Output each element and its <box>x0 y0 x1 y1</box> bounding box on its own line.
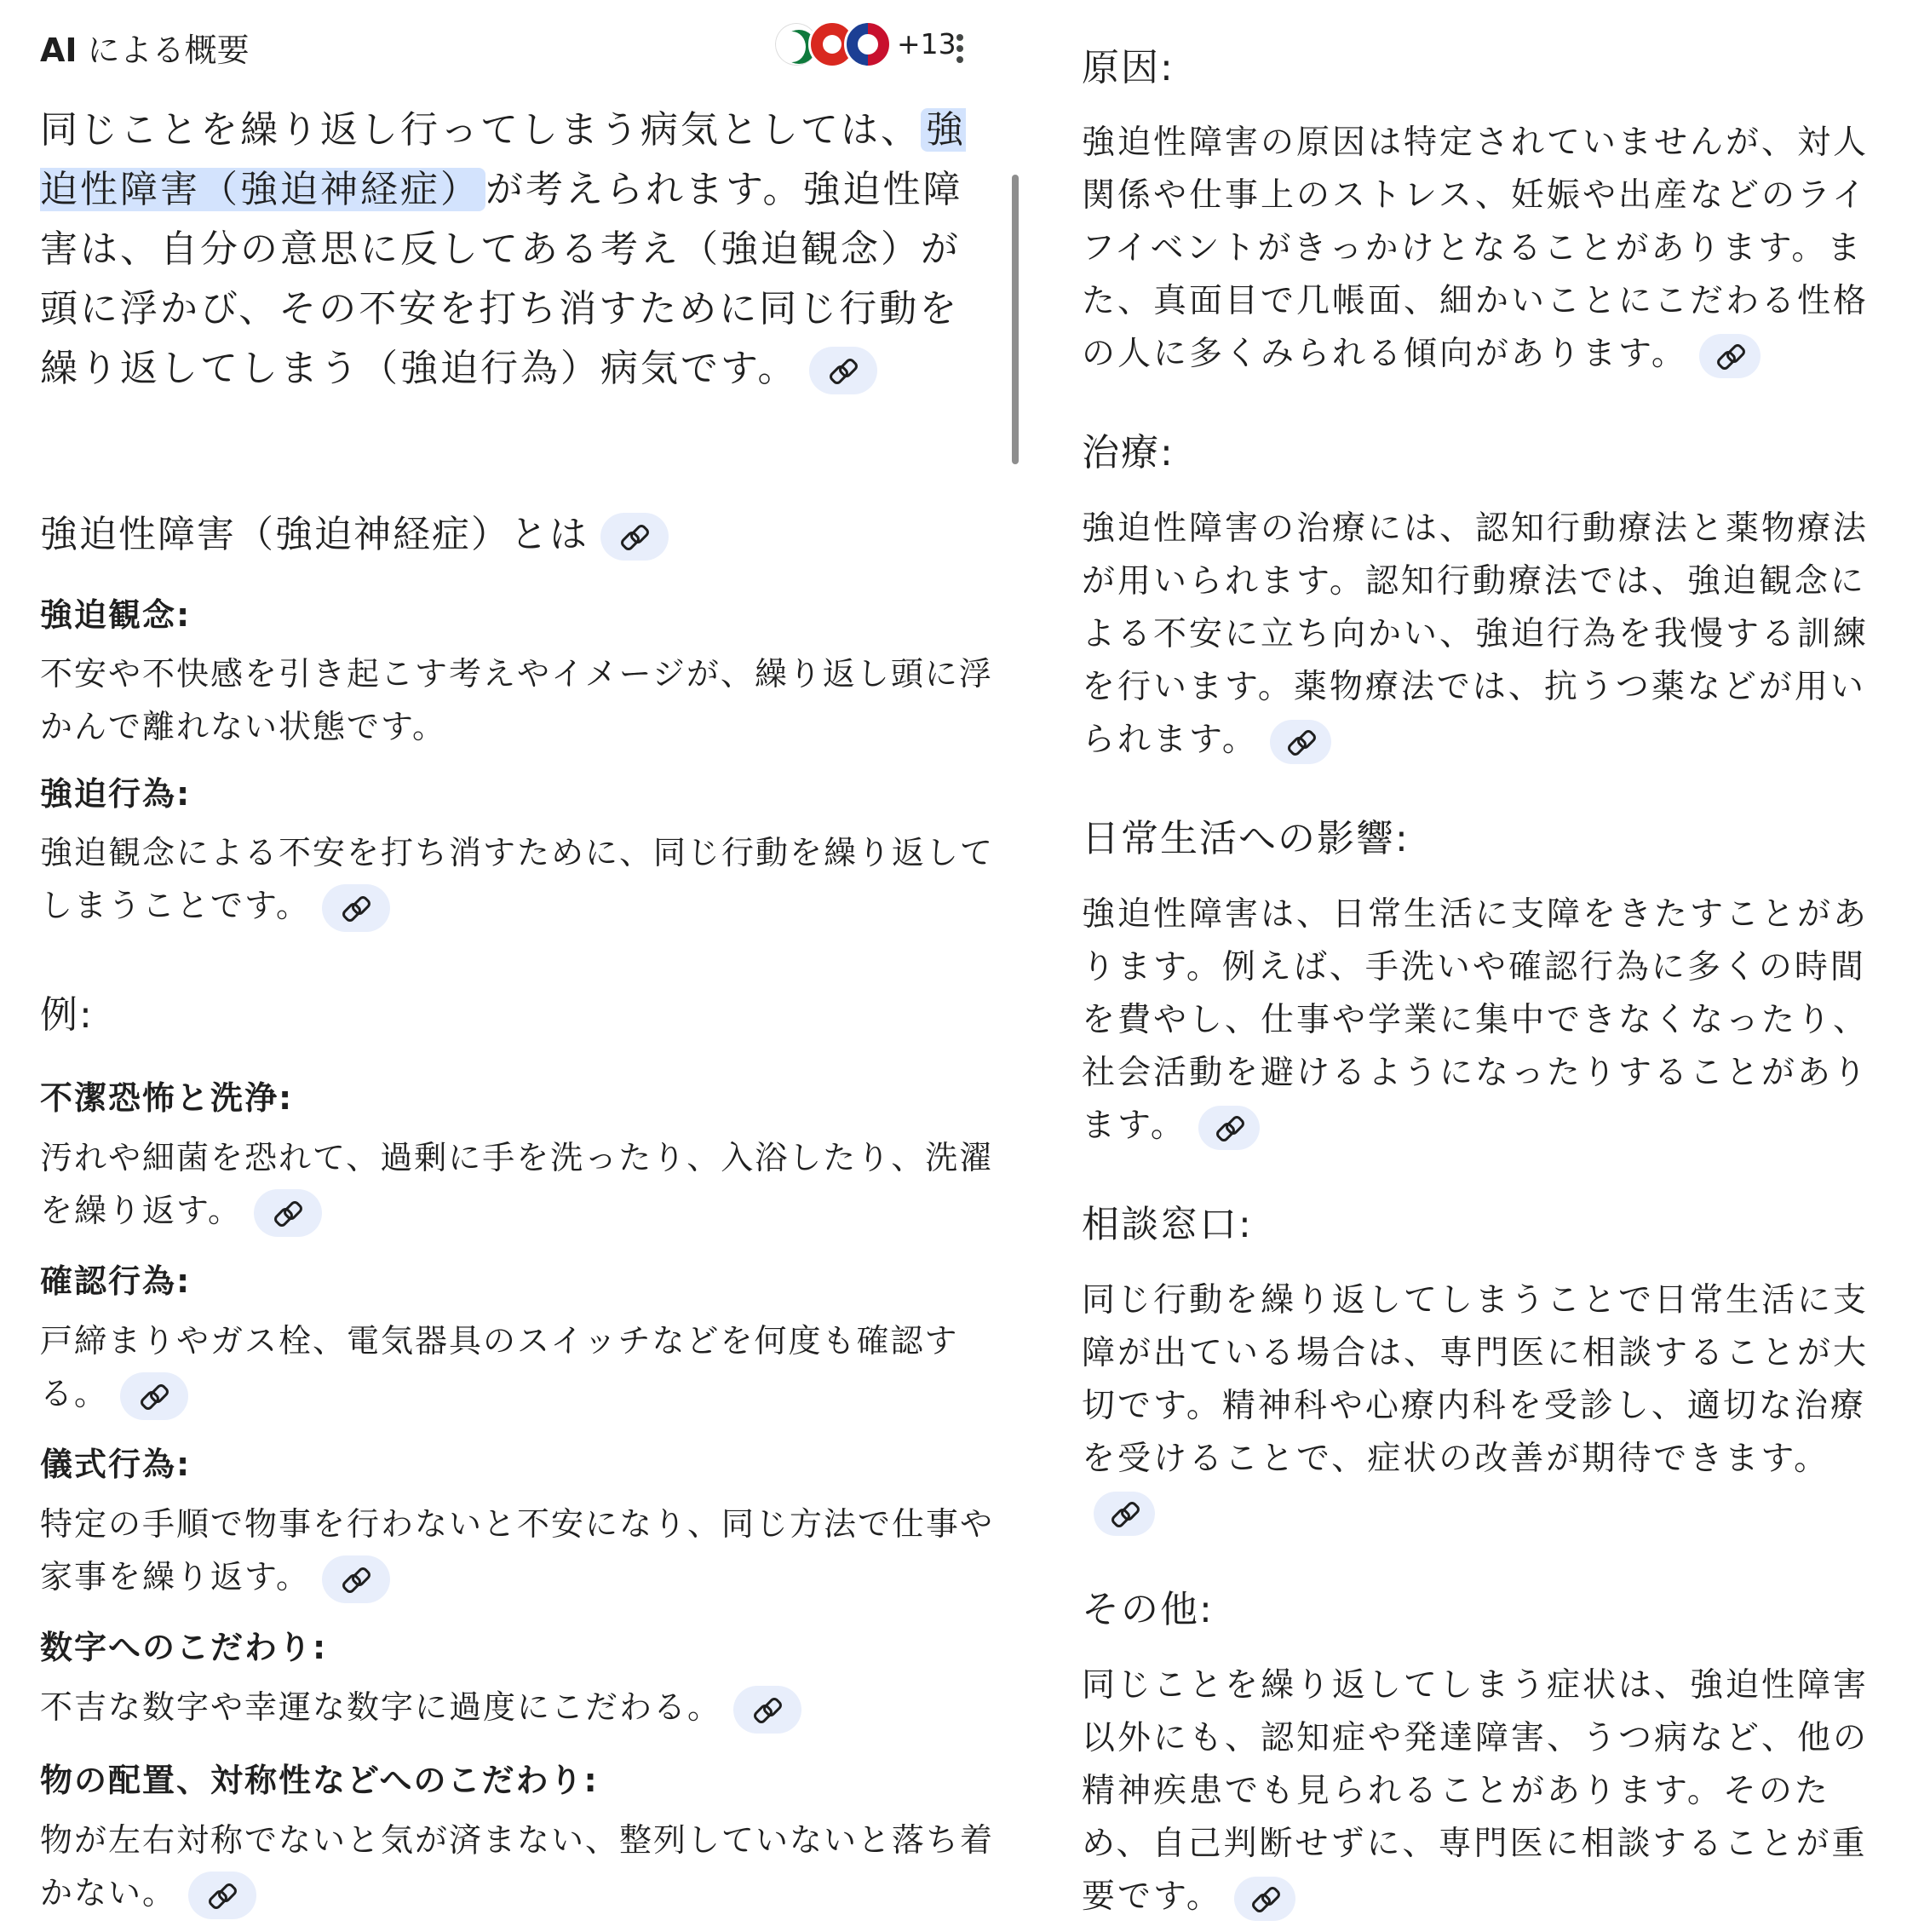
highlighted-term: 強迫性障害（強迫神経症） <box>40 108 966 211</box>
section-title-examples: 例: <box>40 993 94 1037</box>
item-title: 強迫行為: <box>40 775 192 813</box>
section-title-consultation: 相談窓口: <box>1082 1203 1253 1246</box>
item-title: 物の配置、対称性などへのこだわり: <box>40 1762 599 1799</box>
item-text: 不吉な数字や幸運な数字に過度にこだわる。 <box>40 1681 1002 1734</box>
section-text-other: 同じことを繰り返してしまう症状は、強迫性障害以外にも、認知症や発達障害、うつ病など、他の精神疾患でも見られることがあります。そのため、自己判断せずに、専門医に相談することが重要です。 <box>1082 1659 1899 1923</box>
link-icon[interactable] <box>120 1372 188 1420</box>
link-icon[interactable] <box>322 884 390 932</box>
source-favicons[interactable] <box>732 19 956 70</box>
item-title: 儀式行為: <box>40 1446 192 1483</box>
section-title-treatment: 治療: <box>1082 431 1175 474</box>
more-options-icon[interactable] <box>943 24 977 66</box>
link-icon[interactable] <box>1270 720 1331 764</box>
link-icon[interactable] <box>1699 334 1761 378</box>
sources-more-count: +13 <box>897 27 956 60</box>
source-favicon-icon <box>844 20 892 68</box>
item-title: 確認行為: <box>40 1262 192 1300</box>
scrollbar[interactable] <box>1012 175 1019 464</box>
item-text: 物が左右対称でないと気が済まない、整列していないと落ち着かない。 <box>40 1814 1002 1919</box>
link-icon[interactable] <box>809 347 877 394</box>
item-title: 数字へのこだわり: <box>40 1629 328 1666</box>
item-text: 汚れや細菌を恐れて、過剰に手を洗ったり、入浴したり、洗濯を繰り返す。 <box>40 1131 1002 1237</box>
link-icon[interactable] <box>322 1555 390 1603</box>
item-title: 強迫観念: <box>40 596 192 634</box>
link-icon[interactable] <box>733 1686 801 1734</box>
section-text-consultation: 同じ行動を繰り返してしまうことで日常生活に支障が出ている場合は、専門医に相談することが大切です。精神科や心療内科を受診し、適切な治療を受けることで、症状の改善が期待できます。 <box>1082 1274 1899 1538</box>
item-text: 不安や不快感を引き起こす考えやイメージが、繰り返し頭に浮かんで離れない状態です。 <box>40 655 993 745</box>
section-text-treatment: 強迫性障害の治療には、認知行動療法と薬物療法が用いられます。認知行動療法では、強迫観念による不安に立ち向かい、強迫行為を我慢する訓練を行います。薬物療法では、抗うつ薬などが用いられます。 <box>1082 503 1899 767</box>
link-icon[interactable] <box>1234 1877 1295 1921</box>
ai-overview-header <box>40 19 1002 70</box>
section-text-daily-life: 強迫性障害は、日常生活に支障をきたすことがあります。例えば、手洗いや確認行為に多くの時間を費やし、仕事や学業に集中できなくなったり、社会活動を避けるようになったりすることがあります。 <box>1082 888 1899 1153</box>
section-title-daily-life: 日常生活への影響: <box>1082 817 1410 860</box>
item-title: 不潔恐怖と洗浄: <box>40 1079 294 1117</box>
section-title-cause: 原因: <box>1082 46 1175 89</box>
link-icon[interactable] <box>188 1872 256 1919</box>
item-text: 戸締まりやガス栓、電気器具のスイッチなどを何度も確認する。 <box>40 1314 1002 1420</box>
section-title-what-is: 強迫性障害（強迫神経症）とは <box>40 509 669 561</box>
ai-overview-title: AI による概要 <box>40 32 250 69</box>
section-title-other: その他: <box>1082 1588 1214 1631</box>
link-icon[interactable] <box>600 513 669 561</box>
link-icon[interactable] <box>254 1189 322 1237</box>
link-icon[interactable] <box>1198 1106 1260 1150</box>
section-text-cause: 強迫性障害の原因は特定されていませんが、対人関係や仕事上のストレス、妊娠や出産などのライフイベントがきっかけとなることがあります。また、真面目で几帳面、細かいことにこだわる性格の人に多くみられる傾向があります。 <box>1082 117 1899 381</box>
intro-paragraph: 同じことを繰り返し行ってしまう病気としては、 強迫性障害（強迫神経症） が考えられます。強迫性障害は、自分の意思に反してある考え（強迫観念）が頭に浮かび、その不安を打ち消すために同じ行動を繰り返してしまう（強迫行為）病気です。 <box>40 101 977 399</box>
item-text: 強迫観念による不安を打ち消すために、同じ行動を繰り返してしまうことです。 <box>40 826 1002 932</box>
item-text: 特定の手順で物事を行わないと不安になり、同じ方法で仕事や家事を繰り返す。 <box>40 1498 1002 1603</box>
link-icon[interactable] <box>1094 1492 1155 1536</box>
